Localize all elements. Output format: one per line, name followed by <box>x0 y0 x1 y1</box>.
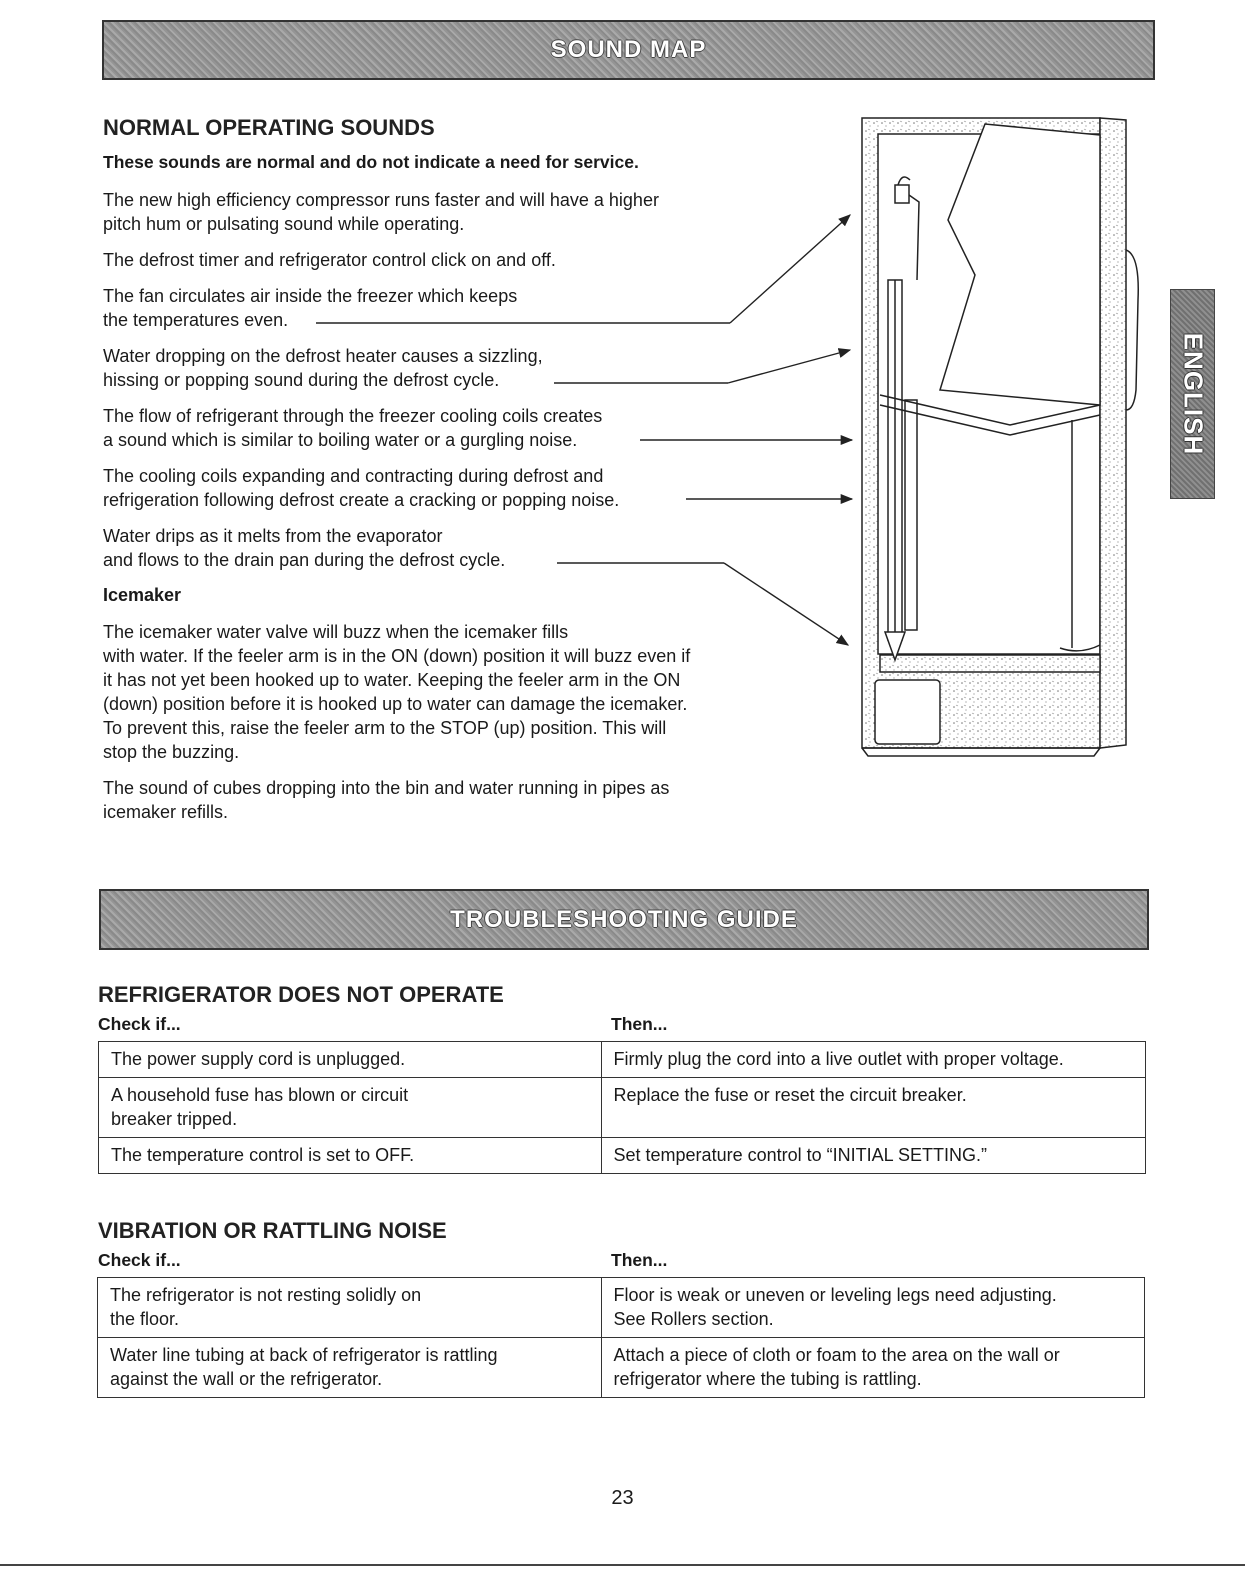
then-cell: Floor is weak or uneven or leveling legs need adjusting. See Rollers section. <box>601 1278 1144 1338</box>
table-row <box>99 1138 1146 1174</box>
sound-paragraph-compressor: The new high efficiency compressor runs faster and will have a higher pitch hum or pulsating sound while operating. <box>103 190 659 234</box>
then-cell: Attach a piece of cloth or foam to the area on the wall or refrigerator where the tubing is rattling. <box>601 1338 1144 1398</box>
sound-paragraph-water-drips: Water drips as it melts from the evaporator and flows to the drain pan during the defrost cycle. <box>103 526 506 570</box>
then-label: Then... <box>611 1250 668 1270</box>
troubleshooting-table-not-operate <box>98 1041 1146 1174</box>
language-tab-english <box>1170 289 1215 499</box>
arrow-defrost-heater <box>728 350 850 383</box>
normal-sounds-heading: NORMAL OPERATING SOUNDS <box>103 115 435 140</box>
normal-sounds-lead: These sounds are normal and do not indicate a need for service. <box>103 152 639 172</box>
then-cell: Set temperature control to “INITIAL SETTING.” <box>601 1138 1145 1174</box>
sound-paragraph-cooling-coils: The cooling coils expanding and contracting during defrost and refrigeration following defrost create a cracking or popping noise. <box>103 466 620 510</box>
sound-paragraph-fan: The fan circulates air inside the freezer which keeps the temperatures even. <box>103 286 518 330</box>
check-if-label: Check if... <box>98 1014 181 1034</box>
fridge-door <box>1100 118 1126 748</box>
icemaker-paragraph-cubes: The sound of cubes dropping into the bin and water running in pipes as icemaker refills. <box>103 778 670 822</box>
then-label: Then... <box>611 1014 668 1034</box>
table-row <box>99 1078 1146 1138</box>
sound-paragraph-defrost-timer: The defrost timer and refrigerator control click on and off. <box>103 250 556 270</box>
then-cell: Firmly plug the cord into a live outlet with proper voltage. <box>601 1042 1145 1078</box>
table-row <box>98 1338 1145 1398</box>
drain-pan <box>875 680 940 744</box>
check-cell: The temperature control is set to OFF. <box>99 1138 602 1174</box>
section-heading-not-operate: REFRIGERATOR DOES NOT OPERATE <box>98 982 504 1007</box>
check-cell: The refrigerator is not resting solidly on the floor. <box>98 1278 602 1338</box>
troubleshooting-table-vibration <box>97 1277 1145 1398</box>
then-cell: Replace the fuse or reset the circuit breaker. <box>601 1078 1145 1138</box>
check-if-label: Check if... <box>98 1250 181 1270</box>
sound-map-banner-title: SOUND MAP <box>550 36 707 63</box>
troubleshooting-banner-title: TROUBLESHOOTING GUIDE <box>450 905 798 933</box>
sound-paragraph-defrost-heater: Water dropping on the defrost heater causes a sizzling, hissing or popping sound during the defrost cycle. <box>103 346 543 390</box>
arrow-drain <box>724 563 848 645</box>
icemaker-paragraph-valve: The icemaker water valve will buzz when the icemaker fills with water. If the feeler arm is in the ON (down) position it will buzz even if it has not yet been hooked up to water. Keeping the feeler arm in the ON (down) position before it is hooked up to water can damage the icemaker. To prevent this, raise the feeler arm to the STOP (up) position. This will stop the buzzing. <box>103 622 691 762</box>
troubleshooting-banner <box>99 889 1149 950</box>
check-cell: The power supply cord is unplugged. <box>99 1042 602 1078</box>
language-tab-label: ENGLISH <box>1178 332 1208 456</box>
sound-paragraph-refrigerant-flow: The flow of refrigerant through the freezer cooling coils creates a sound which is similar to boiling water or a gurgling noise. <box>103 406 603 450</box>
arrow-fan <box>730 215 850 323</box>
section-heading-vibration: VIBRATION OR RATTLING NOISE <box>98 1218 447 1243</box>
check-cell: A household fuse has blown or circuit breaker tripped. <box>99 1078 602 1138</box>
icemaker-heading: Icemaker <box>103 585 182 605</box>
table-row <box>99 1042 1146 1078</box>
table-row <box>98 1278 1145 1338</box>
bottom-rule <box>0 1564 1245 1566</box>
door-handle <box>1126 250 1138 410</box>
check-cell: Water line tubing at back of refrigerator is rattling against the wall or the refrigerator. <box>98 1338 602 1398</box>
page-number: 23 <box>611 1487 634 1509</box>
